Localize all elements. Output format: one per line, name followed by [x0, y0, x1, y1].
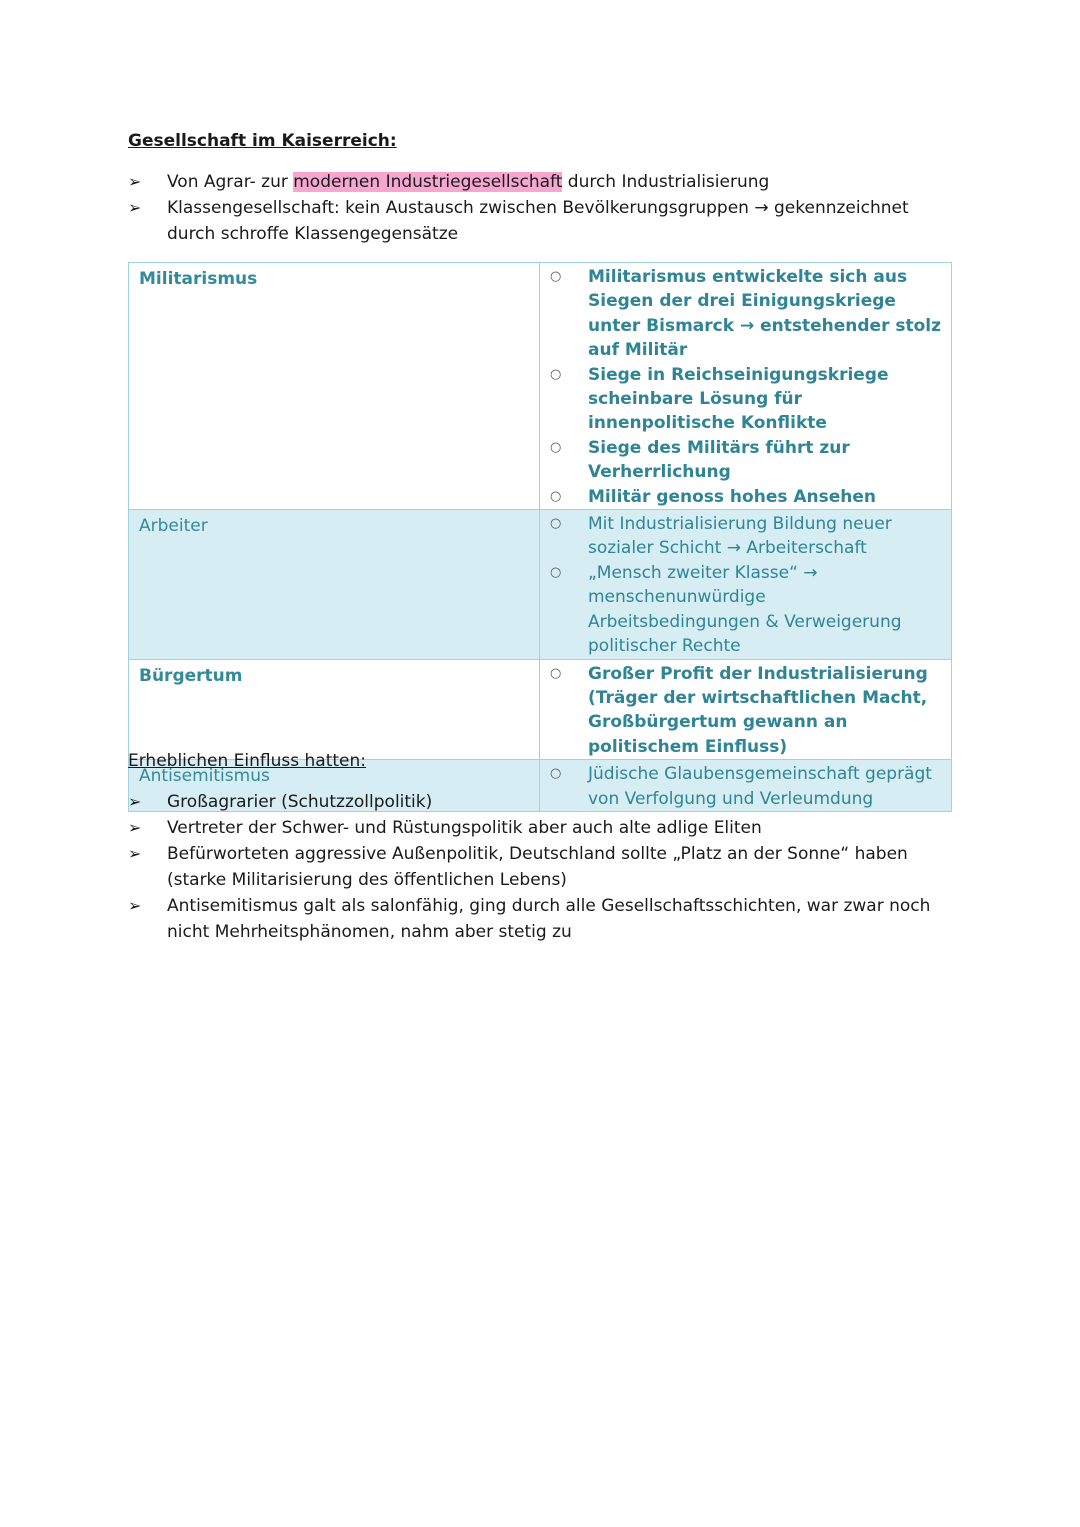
bullet-item: ➢ Befürworteten aggressive Außenpolitik, Deutschland sollte „Platz an der Sonne“ haben (starke Militarisierung des öffentlichen Lebens) — [128, 841, 948, 893]
bullet-item: ➢ Von Agrar- zur modernen Industriegesellschaft durch Industrialisierung — [128, 169, 948, 195]
arrowhead-bullet-icon: ➢ — [128, 896, 142, 915]
intro-bullet-list — [128, 169, 948, 247]
bullet-item: ➢ Klassengesellschaft: kein Austausch zwischen Bevölkerungsgruppen → gekennzeichnet durch schroffe Klassengegensätze — [128, 195, 948, 247]
bullet-item: ➢ Antisemitismus galt als salonfähig, ging durch alle Gesellschaftsschichten, war zwar noch nicht Mehrheitsphänomen, nahm aber stetig zu — [128, 893, 948, 945]
hollow-circle-bullet-icon: ○ — [550, 516, 562, 532]
list-item: ○ Großer Profit der Industrialisierung (Träger der wirtschaftlichen Macht, Großbürgertum gewann an politischem Einfluss) — [550, 663, 928, 757]
list-item: ○ Mit Industrialisierung Bildung neuer sozialer Schicht → Arbeiterschaft — [550, 514, 892, 559]
list-item: ○ Jüdische Glaubensgemeinschaft geprägt von Verfolgung und Verleumdung — [550, 764, 932, 809]
table-row — [129, 510, 952, 659]
hollow-circle-bullet-icon: ○ — [550, 665, 562, 681]
row-points — [540, 263, 952, 510]
arrowhead-bullet-icon: ➢ — [128, 844, 142, 863]
row-label: Militarismus — [129, 263, 540, 510]
table-row — [129, 659, 952, 760]
hollow-circle-bullet-icon: ○ — [550, 488, 562, 504]
hollow-circle-bullet-icon: ○ — [550, 439, 562, 455]
arrowhead-bullet-icon: ➢ — [128, 172, 142, 191]
table-row — [129, 263, 952, 510]
bullet-item: ➢ Vertreter der Schwer- und Rüstungspolitik aber auch alte adlige Eliten — [128, 815, 948, 841]
list-item: ○ „Mensch zweiter Klasse“ → menschenunwürdige Arbeitsbedingungen & Verweigerung politischer Rechte — [550, 562, 902, 657]
hollow-circle-bullet-icon: ○ — [550, 366, 562, 382]
row-label: Antisemitismus — [129, 760, 540, 812]
arrowhead-bullet-icon: ➢ — [128, 818, 142, 837]
section-title-einfluss: Erheblichen Einfluss hatten: — [128, 751, 366, 771]
hollow-circle-bullet-icon: ○ — [550, 269, 562, 284]
bullet-item: ➢ Großagrarier (Schutzzollpolitik) — [128, 789, 948, 815]
highlighted-term: modernen Industriegesellschaft — [293, 172, 563, 192]
row-points — [540, 510, 952, 659]
row-label: Arbeiter — [129, 510, 540, 659]
row-label: Bürgertum — [129, 659, 540, 760]
section-title-gesellschaft: Gesellschaft im Kaiserreich: — [128, 131, 397, 151]
list-item: ○ Militär genoss hohes Ansehen — [550, 485, 941, 509]
influence-bullet-list — [128, 789, 948, 945]
list-item: ○ Militarismus entwickelte sich aus Siegen der drei Einigungskriege unter Bismarck → entstehender stolz auf Militär — [550, 267, 942, 361]
arrowhead-bullet-icon: ➢ — [128, 792, 142, 811]
society-groups-table — [128, 262, 952, 812]
hollow-circle-bullet-icon: ○ — [550, 766, 562, 782]
row-points — [540, 659, 952, 760]
hollow-circle-bullet-icon: ○ — [550, 564, 562, 580]
arrowhead-bullet-icon: ➢ — [128, 198, 142, 217]
list-item: ○ Siege des Militärs führt zur Verherrlichung — [550, 437, 850, 483]
list-item: ○ Siege in Reichseinigungskriege scheinbare Lösung für innenpolitische Konflikte — [550, 364, 889, 434]
